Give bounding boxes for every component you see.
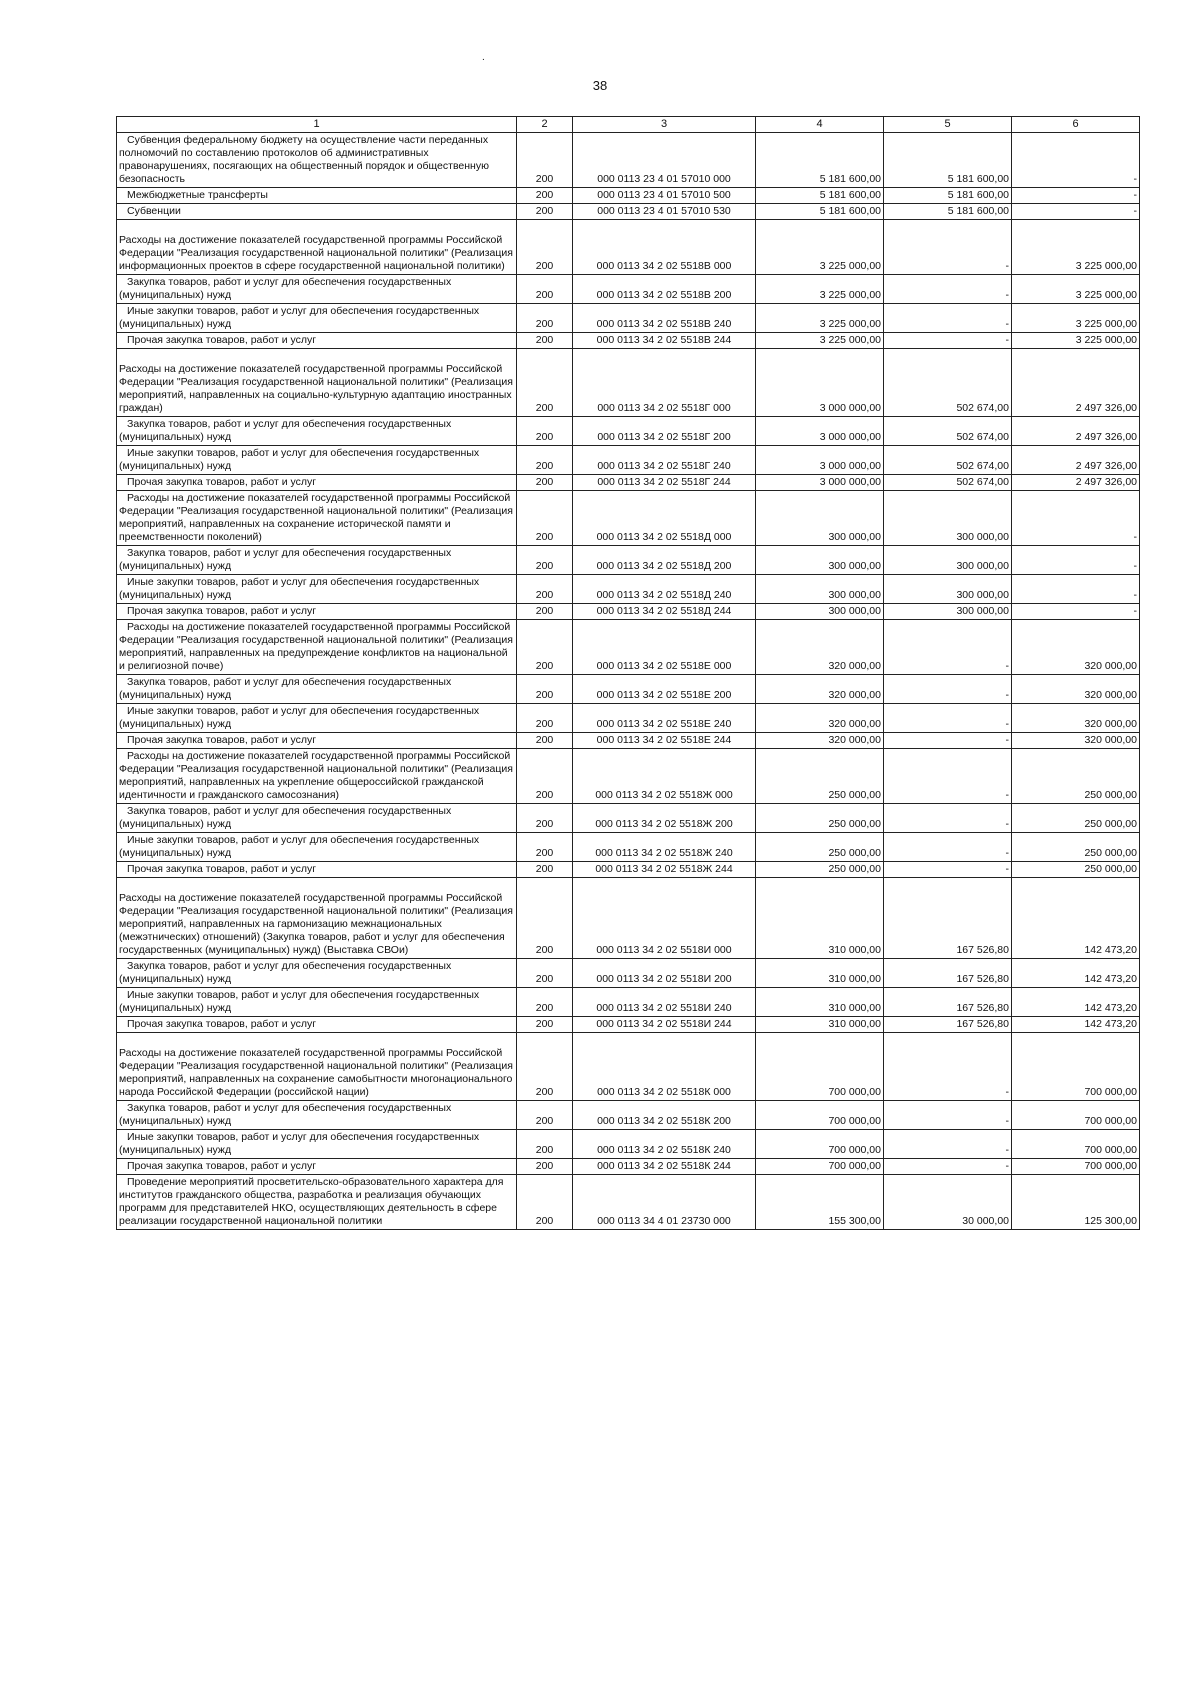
row-name: Расходы на достижение показателей государственной программы Российской Федерации "Реализация государственной национальной политики" (Реализация мероприятий, направленных на гармонизацию межнациональных (межэтнических) отношений) (Закупка товаров, работ и услуг для обеспечения государственных (муниципальных) нужд) (Выставка СВОи) (119, 892, 513, 956)
header-row (117, 117, 1140, 133)
row-col-2: 200 (535, 173, 554, 185)
row-value-4: 5 181 600,00 (819, 173, 881, 185)
row-col-2: 200 (535, 847, 554, 859)
table-row (117, 304, 1140, 333)
row-code: 000 0113 34 2 02 5518Е 200 (596, 689, 732, 701)
row-value-6: 142 473,20 (1084, 1002, 1137, 1014)
table-row (117, 333, 1140, 349)
row-value-4: 320 000,00 (828, 689, 881, 701)
row-value-5: - (1005, 789, 1009, 801)
table-row (117, 491, 1140, 546)
row-col-2: 200 (535, 402, 554, 414)
row-name: Иные закупки товаров, работ и услуг для обеспечения государственных (муниципальных) нужд (119, 989, 480, 1014)
row-col-2: 200 (535, 476, 554, 488)
row-value-6: 250 000,00 (1084, 789, 1137, 801)
row-value-5: 300 000,00 (956, 531, 1009, 543)
row-value-4: 320 000,00 (828, 718, 881, 730)
row-value-4: 3 225 000,00 (819, 289, 881, 301)
row-code: 000 0113 34 2 02 5518И 240 (596, 1002, 732, 1014)
row-name: Расходы на достижение показателей государственной программы Российской Федерации "Реализация государственной национальной политики" (Реализация мероприятий, направленных на социально-культурную адаптацию иностранных граждан) (119, 363, 513, 414)
table-row (117, 1175, 1140, 1230)
row-name: Расходы на достижение показателей государственной программы Российской Федерации "Реализация государственной национальной политики" (Реализация мероприятий, направленных на сохранение самобытности многонационального народа Российской Федерации (российской нации) (119, 1047, 513, 1098)
row-col-2: 200 (535, 189, 554, 201)
row-value-5: 502 674,00 (956, 402, 1009, 414)
row-col-2: 200 (535, 289, 554, 301)
row-value-5: 502 674,00 (956, 431, 1009, 443)
row-name: Прочая закупка товаров, работ и услуг (127, 334, 317, 346)
row-col-2: 200 (535, 205, 554, 217)
row-name: Закупка товаров, работ и услуг для обеспечения государственных (муниципальных) нужд (119, 805, 452, 830)
row-col-2: 200 (535, 1086, 554, 1098)
row-value-6: - (1133, 173, 1137, 185)
row-value-5: 167 526,80 (956, 944, 1009, 956)
budget-table (116, 116, 1140, 1230)
row-value-5: - (1005, 660, 1009, 672)
table-row (117, 988, 1140, 1017)
table-row (117, 878, 1140, 959)
row-value-4: 320 000,00 (828, 660, 881, 672)
row-col-2: 200 (535, 431, 554, 443)
scan-dot: . (482, 52, 485, 63)
row-value-5: - (1005, 1160, 1009, 1172)
row-gap (119, 879, 514, 892)
page-number: 38 (592, 78, 608, 93)
table-row (117, 1159, 1140, 1175)
row-name: Прочая закупка товаров, работ и услуг (127, 476, 317, 488)
row-value-4: 300 000,00 (828, 560, 881, 572)
row-value-6: 142 473,20 (1084, 973, 1137, 985)
table-row (117, 475, 1140, 491)
row-value-4: 300 000,00 (828, 589, 881, 601)
table-row (117, 959, 1140, 988)
row-value-4: 700 000,00 (828, 1086, 881, 1098)
row-value-4: 300 000,00 (828, 605, 881, 617)
row-col-2: 200 (535, 560, 554, 572)
table-row (117, 704, 1140, 733)
row-col-2: 200 (535, 1215, 554, 1227)
row-value-6: 142 473,20 (1084, 944, 1137, 956)
row-value-6: 320 000,00 (1084, 718, 1137, 730)
row-name: Прочая закупка товаров, работ и услуг (127, 734, 317, 746)
row-name: Закупка товаров, работ и услуг для обеспечения государственных (муниципальных) нужд (119, 276, 452, 301)
row-value-5: 5 181 600,00 (947, 205, 1009, 217)
row-code: 000 0113 34 2 02 5518В 240 (596, 318, 732, 330)
row-col-2: 200 (535, 789, 554, 801)
row-value-5: - (1005, 289, 1009, 301)
row-value-6: 250 000,00 (1084, 818, 1137, 830)
row-code: 000 0113 34 2 02 5518К 244 (597, 1160, 731, 1172)
row-value-5: 167 526,80 (956, 1018, 1009, 1030)
row-col-2: 200 (535, 605, 554, 617)
row-value-4: 3 000 000,00 (819, 460, 881, 472)
row-col-2: 200 (535, 589, 554, 601)
row-value-6: 2 497 326,00 (1075, 431, 1137, 443)
table-row (117, 204, 1140, 220)
row-value-6: 700 000,00 (1084, 1086, 1137, 1098)
row-code: 000 0113 34 2 02 5518И 244 (596, 1018, 732, 1030)
table-row (117, 1101, 1140, 1130)
row-value-6: 700 000,00 (1084, 1115, 1137, 1127)
row-col-2: 200 (535, 334, 554, 346)
header-col-3: 3 (573, 117, 756, 133)
row-value-4: 700 000,00 (828, 1144, 881, 1156)
table-row (117, 1033, 1140, 1101)
row-value-5: 167 526,80 (956, 1002, 1009, 1014)
table-row (117, 833, 1140, 862)
row-name: Иные закупки товаров, работ и услуг для обеспечения государственных (муниципальных) нужд (119, 576, 480, 601)
row-value-5: - (1005, 718, 1009, 730)
row-code: 000 0113 23 4 01 57010 000 (597, 173, 731, 185)
row-value-5: 502 674,00 (956, 476, 1009, 488)
row-name: Прочая закупка товаров, работ и услуг (127, 863, 317, 875)
row-gap (119, 1034, 514, 1047)
row-col-2: 200 (535, 944, 554, 956)
table-body (117, 133, 1140, 1230)
row-value-6: - (1133, 589, 1137, 601)
row-col-2: 200 (535, 818, 554, 830)
row-value-6: - (1133, 205, 1137, 217)
row-value-6: 3 225 000,00 (1075, 260, 1137, 272)
table-row (117, 417, 1140, 446)
row-code: 000 0113 34 2 02 5518Г 240 (597, 460, 731, 472)
row-value-6: 142 473,20 (1084, 1018, 1137, 1030)
row-value-6: - (1133, 189, 1137, 201)
row-col-2: 200 (535, 689, 554, 701)
row-value-6: 700 000,00 (1084, 1144, 1137, 1156)
row-value-5: - (1005, 334, 1009, 346)
table-row (117, 575, 1140, 604)
row-code: 000 0113 34 2 02 5518Е 244 (596, 734, 732, 746)
row-code: 000 0113 34 2 02 5518Ж 000 (595, 789, 733, 801)
row-col-2: 200 (535, 718, 554, 730)
row-col-2: 200 (535, 863, 554, 875)
row-name: Расходы на достижение показателей государственной программы Российской Федерации "Реализация государственной национальной политики" (Реализация мероприятий, направленных на укрепление общероссийской гражданской идентичности и гражданского самосознания) (119, 750, 513, 801)
row-name: Субвенция федеральному бюджету на осуществление части переданных полномочий по составлению протоколов об административных правонарушениях, посягающих на общественный порядок и общественную безопасность (119, 134, 489, 185)
table-row (117, 620, 1140, 675)
row-col-2: 200 (535, 1144, 554, 1156)
header-col-6: 6 (1012, 117, 1140, 133)
row-value-6: 320 000,00 (1084, 689, 1137, 701)
row-value-4: 155 300,00 (828, 1215, 881, 1227)
row-gap (119, 350, 514, 363)
row-code: 000 0113 34 2 02 5518В 200 (596, 289, 732, 301)
row-value-6: 250 000,00 (1084, 847, 1137, 859)
row-value-4: 310 000,00 (828, 973, 881, 985)
table-row (117, 133, 1140, 188)
row-name: Иные закупки товаров, работ и услуг для обеспечения государственных (муниципальных) нужд (119, 1131, 480, 1156)
row-value-5: - (1005, 1086, 1009, 1098)
row-code: 000 0113 34 2 02 5518Д 240 (596, 589, 732, 601)
row-col-2: 200 (535, 1160, 554, 1172)
row-value-5: 300 000,00 (956, 589, 1009, 601)
row-col-2: 200 (535, 531, 554, 543)
row-value-6: 3 225 000,00 (1075, 334, 1137, 346)
table-row (117, 749, 1140, 804)
row-col-2: 200 (535, 734, 554, 746)
row-value-5: - (1005, 1115, 1009, 1127)
row-value-6: 2 497 326,00 (1075, 460, 1137, 472)
row-code: 000 0113 34 2 02 5518Ж 200 (595, 818, 733, 830)
row-value-6: 320 000,00 (1084, 734, 1137, 746)
table-row (117, 446, 1140, 475)
row-col-2: 200 (535, 1002, 554, 1014)
row-name: Прочая закупка товаров, работ и услуг (127, 605, 317, 617)
row-code: 000 0113 34 2 02 5518В 000 (596, 260, 732, 272)
row-code: 000 0113 34 2 02 5518Г 244 (597, 476, 731, 488)
row-name: Прочая закупка товаров, работ и услуг (127, 1018, 317, 1030)
row-value-4: 250 000,00 (828, 818, 881, 830)
row-code: 000 0113 34 2 02 5518Г 000 (597, 402, 731, 414)
row-name: Закупка товаров, работ и услуг для обеспечения государственных (муниципальных) нужд (119, 676, 452, 701)
row-value-5: 502 674,00 (956, 460, 1009, 472)
row-code: 000 0113 34 2 02 5518И 200 (596, 973, 732, 985)
row-value-4: 3 225 000,00 (819, 318, 881, 330)
table-row (117, 349, 1140, 417)
row-value-4: 320 000,00 (828, 734, 881, 746)
table-row (117, 733, 1140, 749)
row-name: Прочая закупка товаров, работ и услуг (127, 1160, 317, 1172)
row-value-4: 3 225 000,00 (819, 260, 881, 272)
row-code: 000 0113 34 2 02 5518В 244 (596, 334, 732, 346)
table-row (117, 804, 1140, 833)
row-value-6: 3 225 000,00 (1075, 318, 1137, 330)
row-name: Закупка товаров, работ и услуг для обеспечения государственных (муниципальных) нужд (119, 960, 452, 985)
row-value-5: - (1005, 260, 1009, 272)
row-code: 000 0113 34 2 02 5518Д 200 (596, 560, 732, 572)
header-col-1: 1 (117, 117, 517, 133)
row-value-5: 5 181 600,00 (947, 189, 1009, 201)
row-name: Закупка товаров, работ и услуг для обеспечения государственных (муниципальных) нужд (119, 547, 452, 572)
row-name: Межбюджетные трансферты (127, 189, 268, 201)
row-value-5: - (1005, 734, 1009, 746)
table-row (117, 862, 1140, 878)
row-code: 000 0113 34 2 02 5518Г 200 (597, 431, 731, 443)
row-value-6: - (1133, 560, 1137, 572)
row-col-2: 200 (535, 973, 554, 985)
table-row (117, 188, 1140, 204)
row-col-2: 200 (535, 318, 554, 330)
row-code: 000 0113 34 2 02 5518Д 244 (596, 605, 732, 617)
row-value-4: 310 000,00 (828, 1002, 881, 1014)
row-col-2: 200 (535, 660, 554, 672)
table-row (117, 546, 1140, 575)
header-col-4: 4 (756, 117, 884, 133)
table-row (117, 1130, 1140, 1159)
row-col-2: 200 (535, 260, 554, 272)
row-value-6: 250 000,00 (1084, 863, 1137, 875)
row-value-6: 3 225 000,00 (1075, 289, 1137, 301)
table-row (117, 275, 1140, 304)
row-name: Иные закупки товаров, работ и услуг для обеспечения государственных (муниципальных) нужд (119, 705, 480, 730)
table-row (117, 1017, 1140, 1033)
row-name: Закупка товаров, работ и услуг для обеспечения государственных (муниципальных) нужд (119, 418, 452, 443)
row-value-6: 125 300,00 (1084, 1215, 1137, 1227)
row-name: Закупка товаров, работ и услуг для обеспечения государственных (муниципальных) нужд (119, 1102, 452, 1127)
row-value-4: 3 000 000,00 (819, 402, 881, 414)
row-name: Расходы на достижение показателей государственной программы Российской Федерации "Реализация государственной национальной политики" (Реализация мероприятий, направленных на предупреждение конфликтов на национальной и религиозной почве) (119, 621, 513, 672)
row-value-4: 310 000,00 (828, 944, 881, 956)
row-value-6: 700 000,00 (1084, 1160, 1137, 1172)
row-value-4: 310 000,00 (828, 1018, 881, 1030)
row-code: 000 0113 23 4 01 57010 530 (597, 205, 731, 217)
row-name: Субвенции (127, 205, 181, 217)
row-value-5: 167 526,80 (956, 973, 1009, 985)
row-value-4: 5 181 600,00 (819, 205, 881, 217)
row-code: 000 0113 34 2 02 5518Д 000 (596, 531, 732, 543)
row-value-6: 2 497 326,00 (1075, 402, 1137, 414)
row-name: Проведение мероприятий просветительско-образовательного характера для институтов гражданского общества, разработка и реализация обучающих программ для представителей НКО, осуществляющих деятельность в сфере реализации государственной национальной политики (119, 1176, 504, 1227)
row-value-4: 250 000,00 (828, 863, 881, 875)
row-value-5: 30 000,00 (962, 1215, 1009, 1227)
row-code: 000 0113 34 2 02 5518Ж 240 (595, 847, 733, 859)
row-value-5: 300 000,00 (956, 560, 1009, 572)
row-code: 000 0113 34 2 02 5518И 000 (596, 944, 732, 956)
row-code: 000 0113 34 2 02 5518К 240 (597, 1144, 731, 1156)
table-row (117, 604, 1140, 620)
row-col-2: 200 (535, 460, 554, 472)
row-value-5: - (1005, 863, 1009, 875)
row-col-2: 200 (535, 1115, 554, 1127)
row-value-6: - (1133, 605, 1137, 617)
row-value-4: 700 000,00 (828, 1160, 881, 1172)
row-value-6: - (1133, 531, 1137, 543)
row-value-5: 300 000,00 (956, 605, 1009, 617)
row-value-4: 250 000,00 (828, 847, 881, 859)
row-col-2: 200 (535, 1018, 554, 1030)
row-value-6: 2 497 326,00 (1075, 476, 1137, 488)
row-code: 000 0113 34 2 02 5518Е 000 (596, 660, 732, 672)
row-name: Расходы на достижение показателей государственной программы Российской Федерации "Реализация государственной национальной политики" (Реализация информационных проектов в сфере государственной национальной политики) (119, 234, 513, 272)
row-value-4: 3 225 000,00 (819, 334, 881, 346)
header-col-5: 5 (884, 117, 1012, 133)
table-row (117, 675, 1140, 704)
row-value-5: - (1005, 1144, 1009, 1156)
row-code: 000 0113 23 4 01 57010 500 (597, 189, 731, 201)
row-name: Иные закупки товаров, работ и услуг для обеспечения государственных (муниципальных) нужд (119, 447, 480, 472)
row-value-4: 3 000 000,00 (819, 476, 881, 488)
row-value-4: 300 000,00 (828, 531, 881, 543)
row-value-4: 700 000,00 (828, 1115, 881, 1127)
row-code: 000 0113 34 2 02 5518Е 240 (596, 718, 732, 730)
row-value-5: 5 181 600,00 (947, 173, 1009, 185)
row-name: Иные закупки товаров, работ и услуг для обеспечения государственных (муниципальных) нужд (119, 834, 480, 859)
row-value-4: 5 181 600,00 (819, 189, 881, 201)
row-code: 000 0113 34 2 02 5518Ж 244 (595, 863, 733, 875)
table-row (117, 220, 1140, 275)
row-value-4: 250 000,00 (828, 789, 881, 801)
row-value-6: 320 000,00 (1084, 660, 1137, 672)
row-code: 000 0113 34 4 01 23730 000 (597, 1215, 731, 1227)
header-col-2: 2 (517, 117, 573, 133)
row-name: Иные закупки товаров, работ и услуг для обеспечения государственных (муниципальных) нужд (119, 305, 480, 330)
row-name: Расходы на достижение показателей государственной программы Российской Федерации "Реализация государственной национальной политики" (Реализация мероприятий, направленных на сохранение исторической памяти и преемственности поколений) (119, 492, 513, 543)
row-value-5: - (1005, 847, 1009, 859)
row-value-5: - (1005, 318, 1009, 330)
row-code: 000 0113 34 2 02 5518К 000 (597, 1086, 731, 1098)
row-gap (119, 221, 514, 234)
row-value-5: - (1005, 818, 1009, 830)
row-code: 000 0113 34 2 02 5518К 200 (597, 1115, 731, 1127)
row-value-5: - (1005, 689, 1009, 701)
row-value-4: 3 000 000,00 (819, 431, 881, 443)
